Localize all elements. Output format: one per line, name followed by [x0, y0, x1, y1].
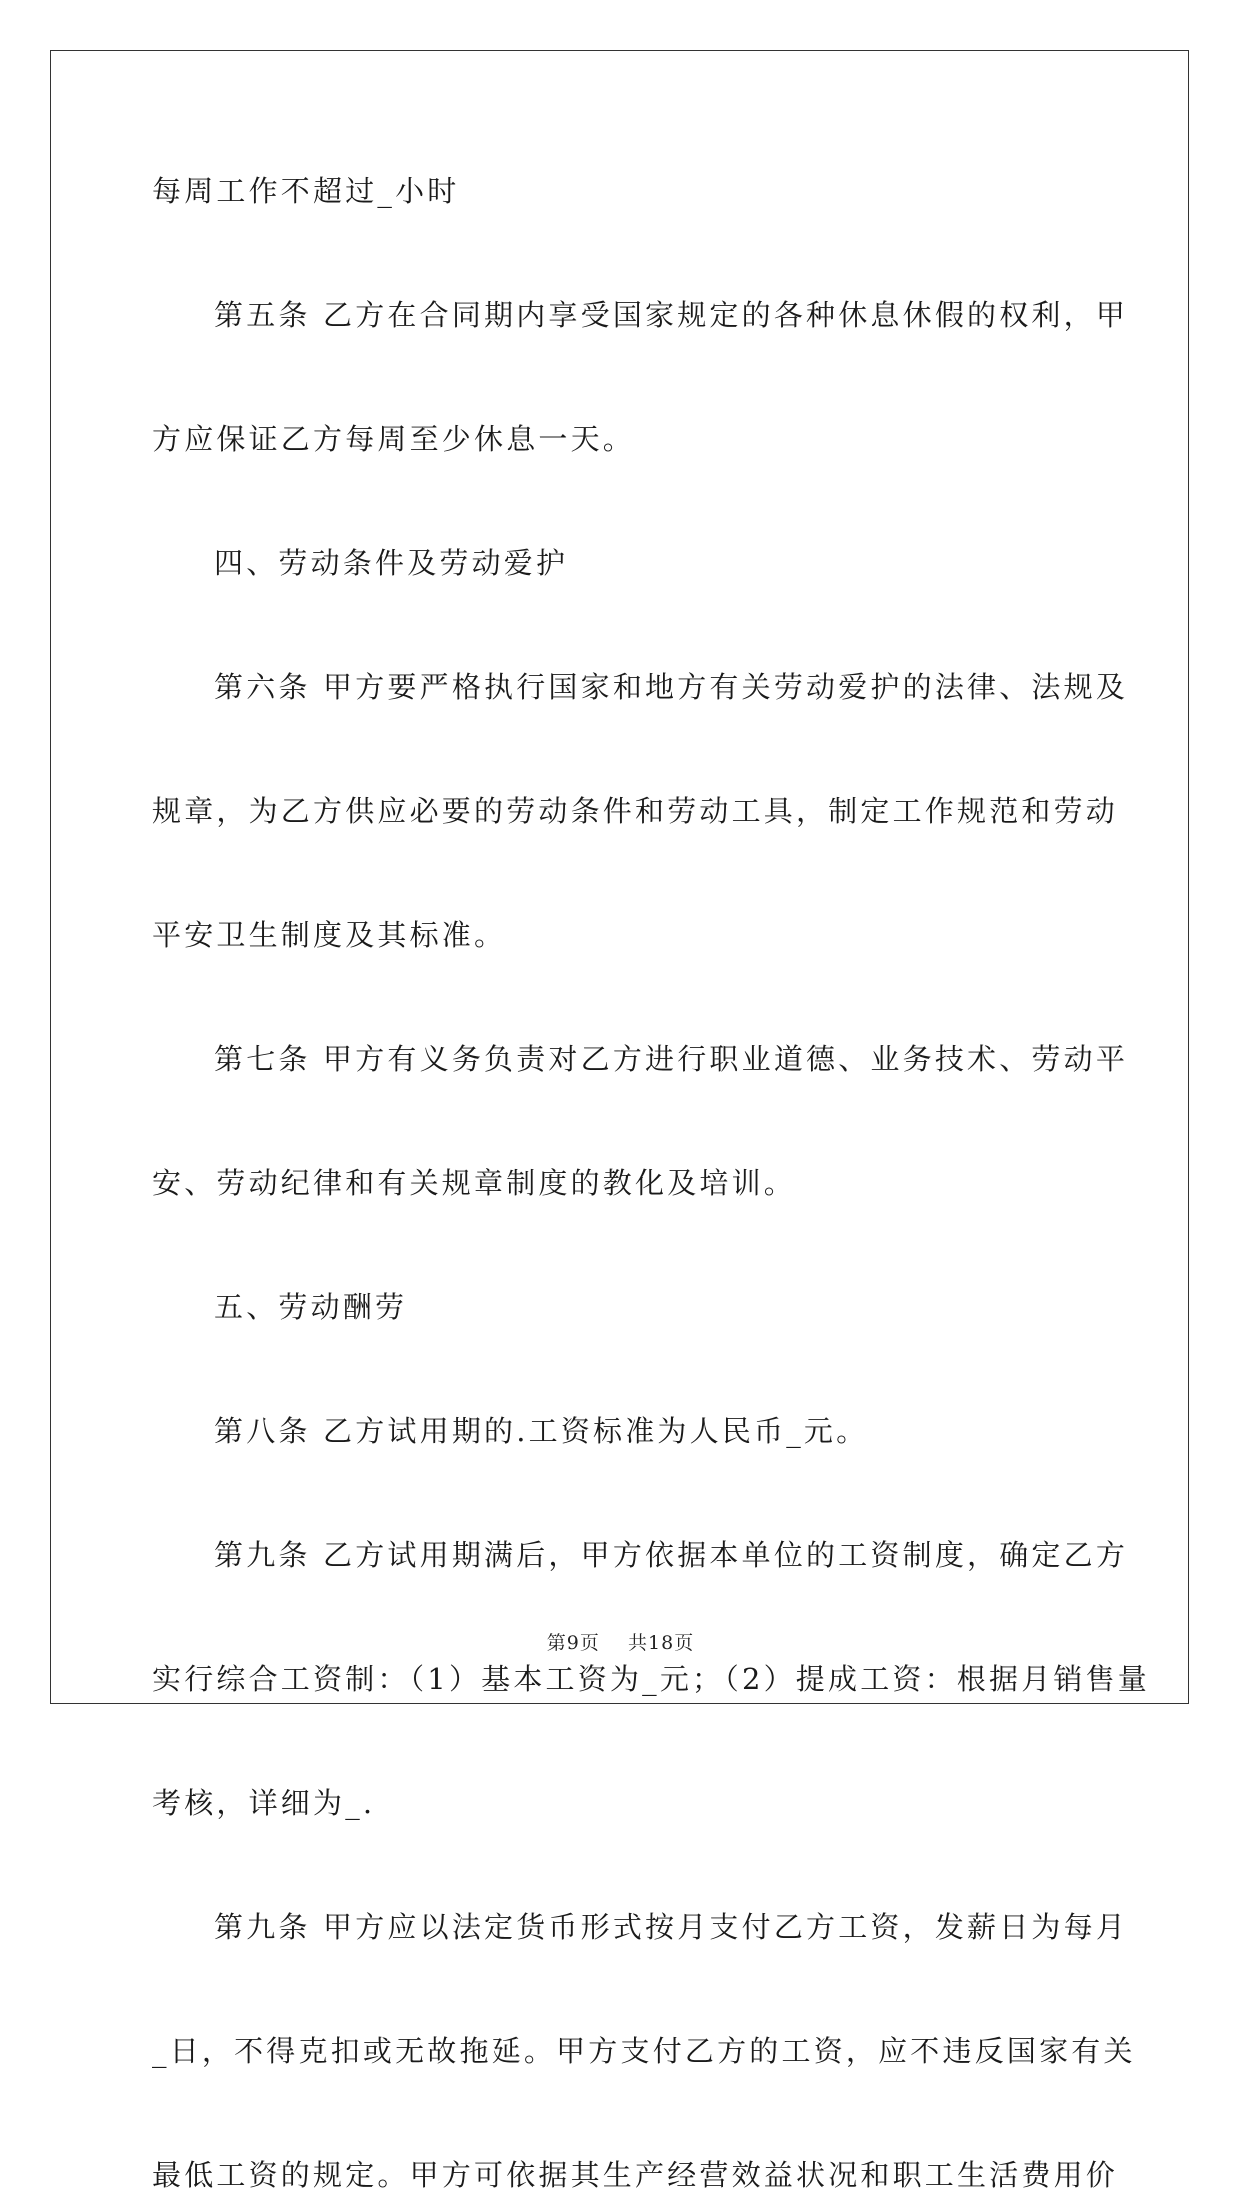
line-gap — [152, 346, 1089, 408]
line-gap — [152, 2082, 1089, 2144]
paragraph-gap — [152, 1462, 1089, 1524]
text-line: 安、劳动纪律和有关规章制度的教化及培训。 — [152, 1166, 797, 1200]
line-gap — [152, 842, 1089, 904]
text-line: 方应保证乙方每周至少休息一天。 — [152, 422, 636, 456]
paragraph-gap — [152, 470, 1089, 532]
paragraph-gap — [152, 594, 1089, 656]
section-heading: 四、劳动条件及劳动爱护 — [214, 546, 569, 580]
line-gap — [152, 1090, 1089, 1152]
document-body — [152, 160, 1151, 2206]
page-number: 第9页 — [546, 1632, 600, 1654]
text-line: 规章，为乙方供应必要的劳动条件和劳动工具，制定工作规范和劳动 — [152, 794, 1119, 828]
section-heading: 五、劳动酬劳 — [214, 1290, 408, 1324]
line-gap — [152, 718, 1089, 780]
paragraph-first-line: 第五条 乙方在合同期内享受国家规定的各种休息休假的权利，甲 — [214, 298, 1129, 332]
line-gap — [152, 1710, 1089, 1772]
text-line: 考核，详细为_. — [152, 1786, 376, 1820]
paragraph-gap — [152, 222, 1089, 284]
paragraph-first-line: 第九条 乙方试用期满后，甲方依据本单位的工资制度，确定乙方 — [214, 1538, 1129, 1572]
paragraph-gap — [152, 1214, 1089, 1276]
page-footer — [0, 1628, 1241, 1655]
paragraph-first-line: 第九条 甲方应以法定货币形式按月支付乙方工资，发薪日为每月 — [214, 1910, 1129, 1944]
text-line: 最低工资的规定。甲方可依据其生产经营效益状况和职工生活费用价 — [152, 2158, 1119, 2192]
text-line: 实行综合工资制：（1）基本工资为_元；（2）提成工资：根据月销售量 — [152, 1662, 1151, 1696]
paragraph-first-line: 第八条 乙方试用期的.工资标准为人民币_元。 — [214, 1414, 869, 1448]
paragraph-gap — [152, 966, 1089, 1028]
paragraph-gap — [152, 1338, 1089, 1400]
text-line: _日，不得克扣或无故拖延。甲方支付乙方的工资，应不违反国家有关 — [152, 2034, 1136, 2068]
paragraph-first-line: 第六条 甲方要严格执行国家和地方有关劳动爱护的法律、法规及 — [214, 670, 1129, 704]
line-gap — [152, 1958, 1089, 2020]
paragraph-gap — [152, 1834, 1089, 1896]
page-total: 共18页 — [628, 1632, 695, 1654]
text-line: 平安卫生制度及其标准。 — [152, 918, 507, 952]
paragraph-first-line: 第七条 甲方有义务负责对乙方进行职业道德、业务技术、劳动平 — [214, 1042, 1129, 1076]
text-line: 每周工作不超过_小时 — [152, 174, 460, 208]
